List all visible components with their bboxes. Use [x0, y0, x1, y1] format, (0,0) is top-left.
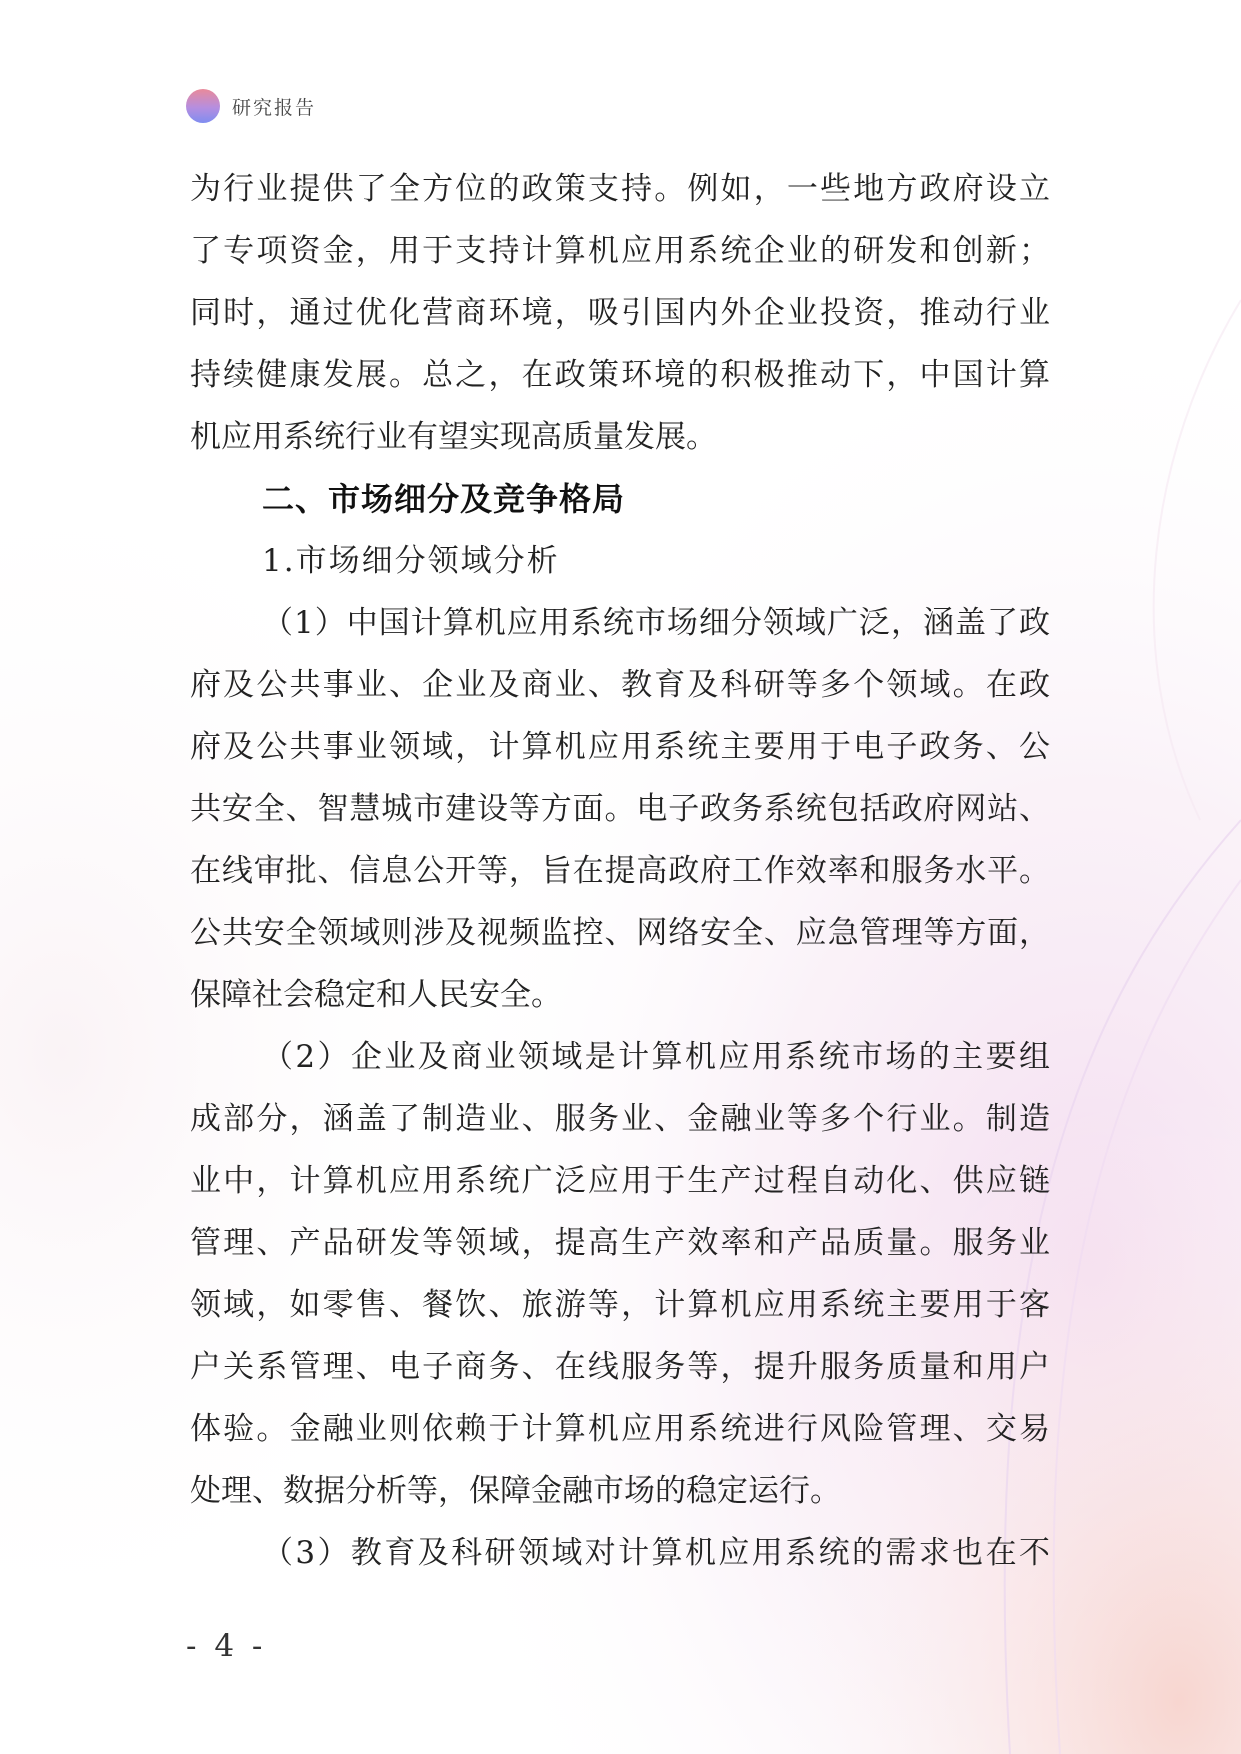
header-title: 研究报告 [232, 96, 317, 119]
text-line: 同时，通过优化营商环境，吸引国内外企业投资，推动行业 [190, 295, 1050, 331]
text-line: 保障社会稳定和人民安全。 [190, 977, 562, 1013]
text-line: 了专项资金，用于支持计算机应用系统企业的研发和创新； [190, 233, 1050, 269]
paragraph [190, 592, 1050, 1026]
paragraph [190, 158, 1050, 468]
text-line: 领域，如零售、餐饮、旅游等，计算机应用系统主要用于客 [190, 1287, 1050, 1323]
text-line: 为行业提供了全方位的政策支持。例如，一些地方政府设立 [190, 171, 1050, 207]
text-line: 业中，计算机应用系统广泛应用于生产过程自动化、供应链 [190, 1163, 1050, 1199]
text-line: 机应用系统行业有望实现高质量发展。 [190, 419, 717, 455]
document-body [190, 158, 1050, 1584]
text-line: （1）中国计算机应用系统市场细分领域广泛，涵盖了政 [262, 605, 1050, 641]
section-heading: 二、市场细分及竞争格局 [262, 480, 626, 518]
text-line: 持续健康发展。总之，在政策环境的积极推动下，中国计算 [190, 357, 1050, 393]
logo-circle-icon [186, 89, 220, 123]
text-line: 府及公共事业领域，计算机应用系统主要用于电子政务、公 [190, 729, 1050, 765]
paragraph [190, 1026, 1050, 1522]
text-line: 成部分，涵盖了制造业、服务业、金融业等多个行业。制造 [190, 1101, 1050, 1137]
text-line: 户关系管理、电子商务、在线服务等，提升服务质量和用户 [190, 1349, 1050, 1385]
page-header [186, 88, 316, 124]
text-line: 共安全、智慧城市建设等方面。电子政务系统包括政府网站、 [190, 791, 1050, 827]
text-line: 管理、产品研发等领域，提高生产效率和产品质量。服务业 [190, 1225, 1050, 1261]
text-line: 府及公共事业、企业及商业、教育及科研等多个领域。在政 [190, 667, 1050, 703]
text-line: 体验。金融业则依赖于计算机应用系统进行风险管理、交易 [190, 1411, 1050, 1447]
text-line: （2）企业及商业领域是计算机应用系统市场的主要组 [262, 1039, 1050, 1075]
sub-heading: 1.市场细分领域分析 [262, 543, 560, 579]
text-line: 处理、数据分析等，保障金融市场的稳定运行。 [190, 1473, 841, 1509]
text-line: 在线审批、信息公开等，旨在提高政府工作效率和服务水平。 [190, 853, 1050, 889]
text-line: （3）教育及科研领域对计算机应用系统的需求也在不 [262, 1535, 1050, 1571]
paragraph [190, 1522, 1050, 1584]
page-number: - 4 - [186, 1628, 267, 1664]
text-line: 公共安全领域则涉及视频监控、网络安全、应急管理等方面， [190, 915, 1050, 951]
